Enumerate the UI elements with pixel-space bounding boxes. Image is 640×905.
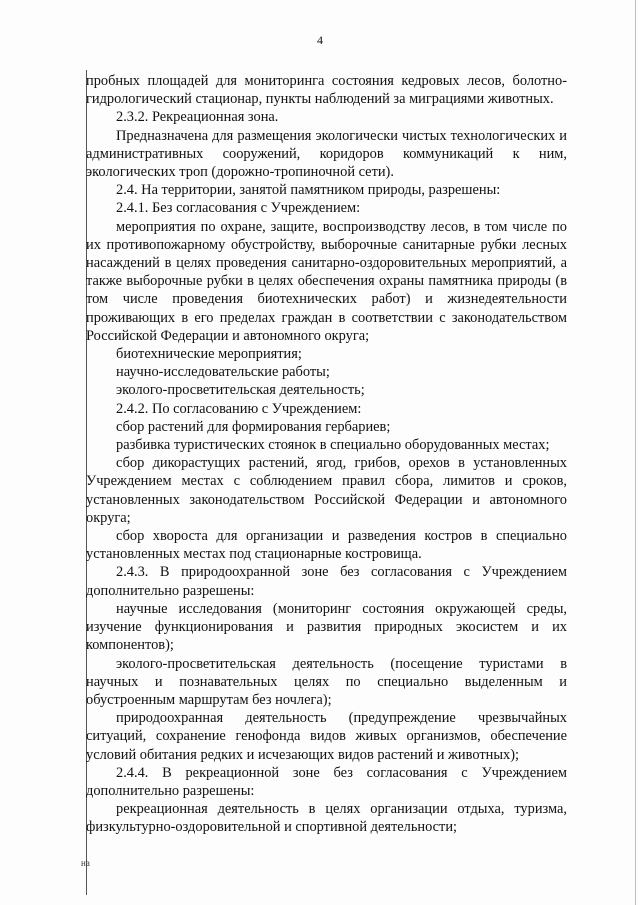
document-body	[86, 72, 567, 837]
paragraph: биотехнические мероприятия;	[116, 346, 302, 363]
paragraph: сбор растений для формирования гербариев;	[116, 418, 391, 435]
paragraph: 2.4.1. Без согласования с Учреждением:	[116, 200, 361, 217]
paragraph: 2.4. На территории, занятой памятником природы, разрешены:	[116, 182, 501, 199]
paragraph: 2.4.4. В рекреационной зоне без согласования с Учреждением дополнительно разрешены:	[86, 764, 567, 799]
paragraph: рекреационная деятельность в целях организации отдыха, туризма, физкультурно-оздоровительной и спортивной деятельности;	[86, 801, 567, 836]
paragraph: эколого-просветительская деятельность (посещение туристами в научных и познавательных целях по специально выделенным и обустроенным маршрутам без ночлега);	[86, 655, 567, 708]
paragraph: научные исследования (мониторинг состояния окружающей среды, изучение функционирования и развития природных экосистем и их компонентов);	[86, 600, 567, 654]
paragraph: 2.4.3. В природоохранной зоне без согласования с Учреждением дополнительно разрешены:	[86, 564, 567, 599]
paragraph: эколого-просветительская деятельность;	[116, 382, 365, 399]
paragraph: 2.4.2. По согласованию с Учреждением:	[116, 400, 362, 417]
page-number: 4	[317, 33, 323, 47]
paragraph: природоохранная деятельность (предупреждение чрезвычайных ситуаций, сохранение генофонда видов живых организмов, обеспечение условий обитания редких и исчезающих видов растений и животных);	[86, 710, 567, 763]
paragraph: сбор дикорастущих растений, ягод, грибов, орехов в установленных Учреждением местах с соблюдением правил сбора, лимитов и сроков, установленных законодательством Российской Федерации и автономного округа;	[86, 455, 567, 526]
scan-edge-right	[635, 0, 636, 905]
paragraph: разбивка туристических стоянок в специально оборудованных местах;	[116, 437, 550, 454]
paragraph: мероприятия по охране, защите, воспроизводству лесов, в том числе по их противопожарному обустройству, выборочные санитарные рубки лесных насаждений в целях проведения санитарно-оздоровительных мероприятий, а также выборочные рубки в целях обеспечения охраны памятника природы (в том числе проведения биотехнических работ) и жизнедеятельности проживающих в его пределах граждан в соответствии с законодательством Российской Федерации и автономного округа;	[86, 218, 567, 344]
margin-mark: на	[81, 858, 90, 868]
paragraph: сбор хвороста для организации и разведения костров в специально установленных местах под стационарные костровища.	[86, 528, 567, 563]
paragraph: Предназначена для размещения экологически чистых технологических и административных сооружений, коридоров коммуникаций к ним, экологических троп (дорожно-тропиночной сети).	[86, 127, 567, 181]
paragraph: пробных площадей для мониторинга состояния кедровых лесов, болотно-гидрологический стационар, пункты наблюдений за миграциями животных.	[86, 73, 567, 108]
paragraph: 2.3.2. Рекреационная зона.	[116, 109, 279, 126]
paragraph: научно-исследовательские работы;	[116, 364, 330, 381]
